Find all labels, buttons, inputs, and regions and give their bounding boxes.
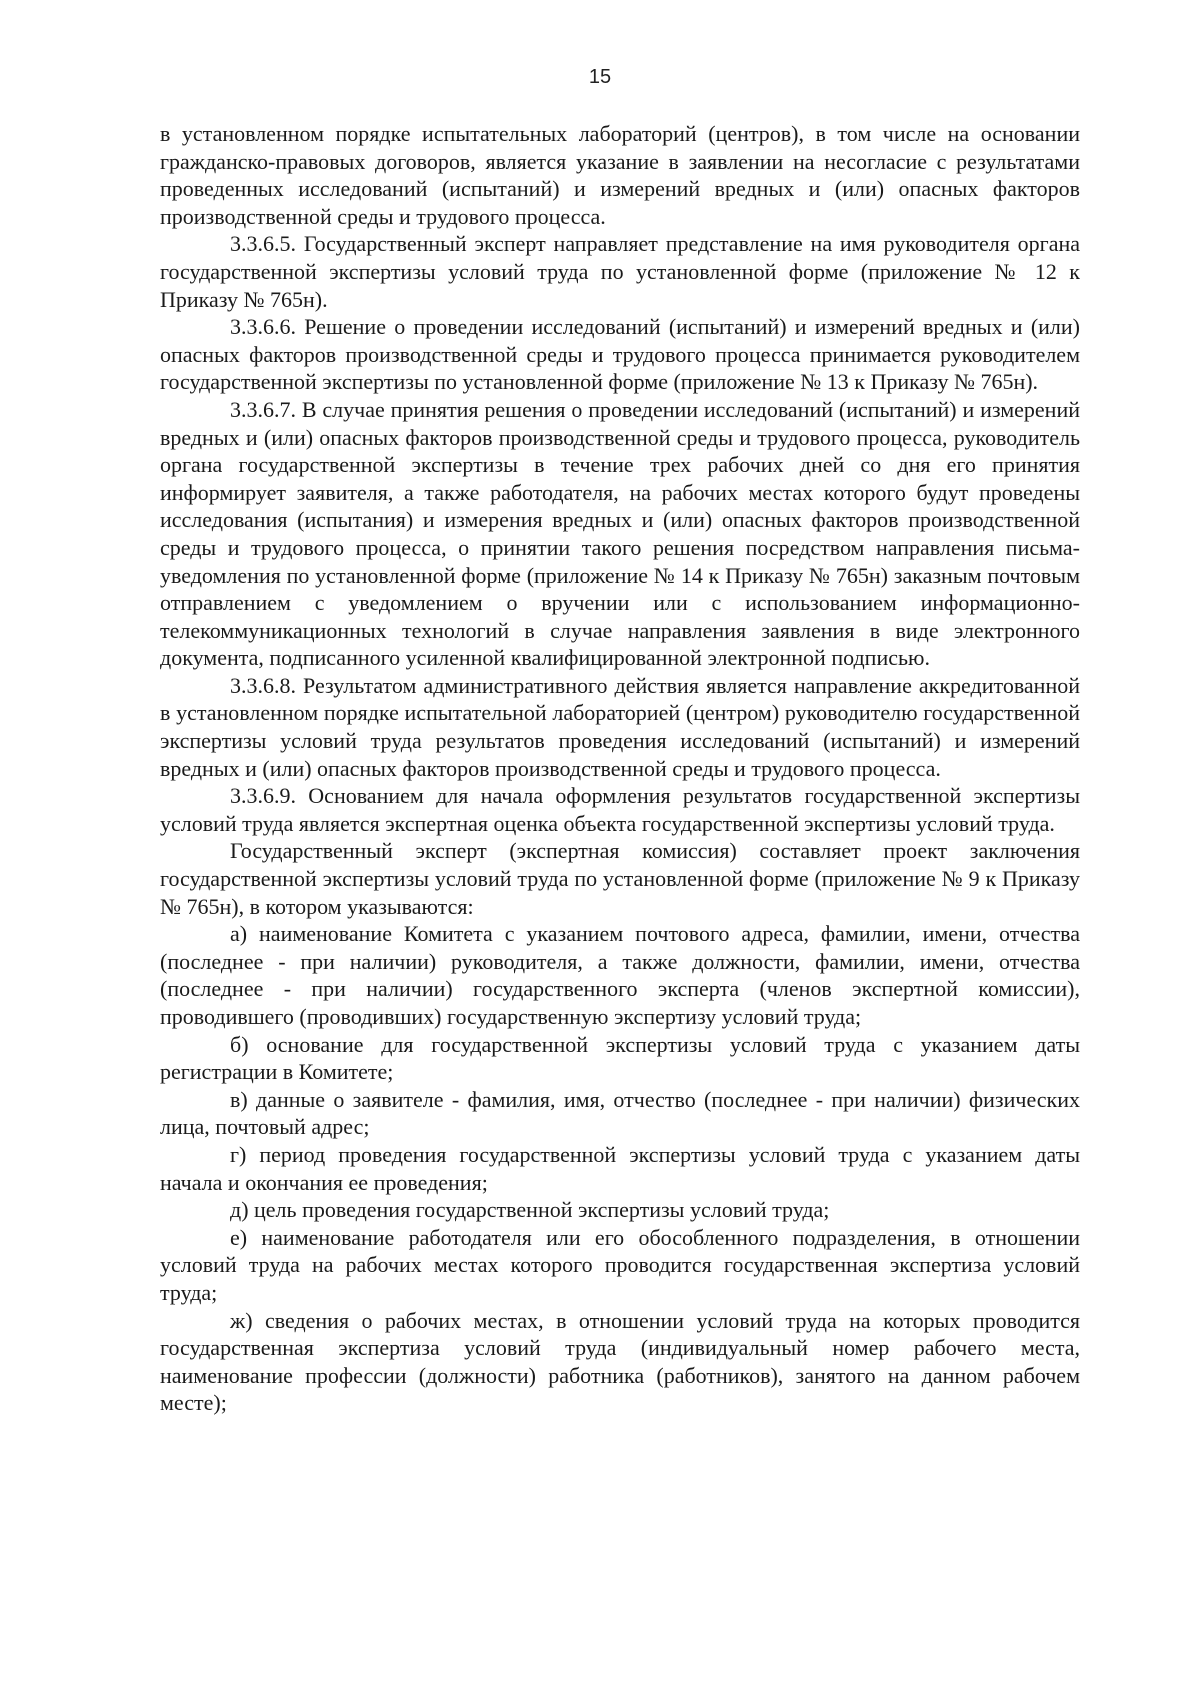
paragraph-3-3-6-7: 3.3.6.7. В случае принятия решения о проведении исследований (испытаний) и измерений вредных и (или) опасных факторов производственной среды и трудового процесса, руководитель органа государственной экспертизы в течение трех рабочих дней со дня его принятия информирует заявителя, а также работодателя, на рабочих местах которого будут проведены исследования (испытания) и измерения вредных и (или) опасных факторов производственной среды и трудового процесса, о принятии такого решения посредством направления письма-уведомления по установленной форме (приложение № 14 к Приказу № 765н) заказным почтовым отправлением с уведомлением о вручении или с использованием информационно-телекоммуникационных технологий в случае направления заявления в виде электронного документа, подписанного усиленной квалифицированной электронной подписью. bbox=[160, 396, 1080, 671]
list-item-a: а) наименование Комитета с указанием почтового адреса, фамилии, имени, отчества (последнее - при наличии) руководителя, а также должности, фамилии, имени, отчества (последнее - при наличии) государственного эксперта (членов экспертной комиссии), проводившего (проводивших) государственную экспертизу условий труда; bbox=[160, 921, 1080, 1029]
list-item-v: в) данные о заявителе - фамилия, имя, отчество (последнее - при наличии) физических лица, почтовый адрес; bbox=[160, 1086, 1080, 1140]
paragraph-3-3-6-5: 3.3.6.5. Государственный эксперт направляет представление на имя руководителя органа государственной экспертизы условий труда по установленной форме (приложение № 12 к Приказу № 765н). bbox=[160, 231, 1080, 312]
paragraph-continuation: в установленном порядке испытательных лабораторий (центров), в том числе на основании гражданско-правовых договоров, является указание в заявлении на несогласие с результатами проведенных исследований (испытаний) и измерений вредных и (или) опасных факторов производственной среды и трудового процесса. bbox=[160, 121, 1080, 229]
paragraph-3-3-6-6: 3.3.6.6. Решение о проведении исследований (испытаний) и измерений вредных и (или) опасных факторов производственной среды и трудового процесса принимается руководителем государственной экспертизы по установленной форме (приложение № 13 к Приказу № 765н). bbox=[160, 314, 1080, 395]
page-number: 15 bbox=[588, 66, 612, 88]
paragraph-3-3-6-9: 3.3.6.9. Основанием для начала оформления результатов государственной экспертизы условий труда является экспертная оценка объекта государственной экспертизы условий труда. bbox=[160, 783, 1080, 836]
list-item-zh: ж) сведения о рабочих местах, в отношении условий труда на которых проводится государственная экспертиза условий труда (индивидуальный номер рабочего места, наименование профессии (должности) работника (работников), занятого на данном рабочем месте); bbox=[160, 1307, 1080, 1416]
document-body bbox=[160, 120, 1080, 1417]
list-item-g: г) период проведения государственной экспертизы условий труда с указанием даты начала и окончания ее проведения; bbox=[160, 1141, 1080, 1195]
list-item-d: д) цель проведения государственной экспертизы условий труда; bbox=[230, 1197, 830, 1223]
list-item-e: е) наименование работодателя или его обособленного подразделения, в отношении условий труда на рабочих местах которого проводится государственная экспертиза условий труда; bbox=[160, 1224, 1080, 1305]
paragraph-expert-draft: Государственный эксперт (экспертная комиссия) составляет проект заключения государственной экспертизы условий труда по установленной форме (приложение № 9 к Приказу № 765н), в котором указываются: bbox=[160, 838, 1080, 919]
list-item-b: б) основание для государственной экспертизы условий труда с указанием даты регистрации в Комитете; bbox=[160, 1031, 1080, 1085]
paragraph-3-3-6-8: 3.3.6.8. Результатом административного действия является направление аккредитованной в установленном порядке испытательной лабораторией (центром) руководителю государственной экспертизы условий труда результатов проведения исследований (испытаний) и измерений вредных и (или) опасных факторов производственной среды и трудового процесса. bbox=[160, 672, 1080, 781]
